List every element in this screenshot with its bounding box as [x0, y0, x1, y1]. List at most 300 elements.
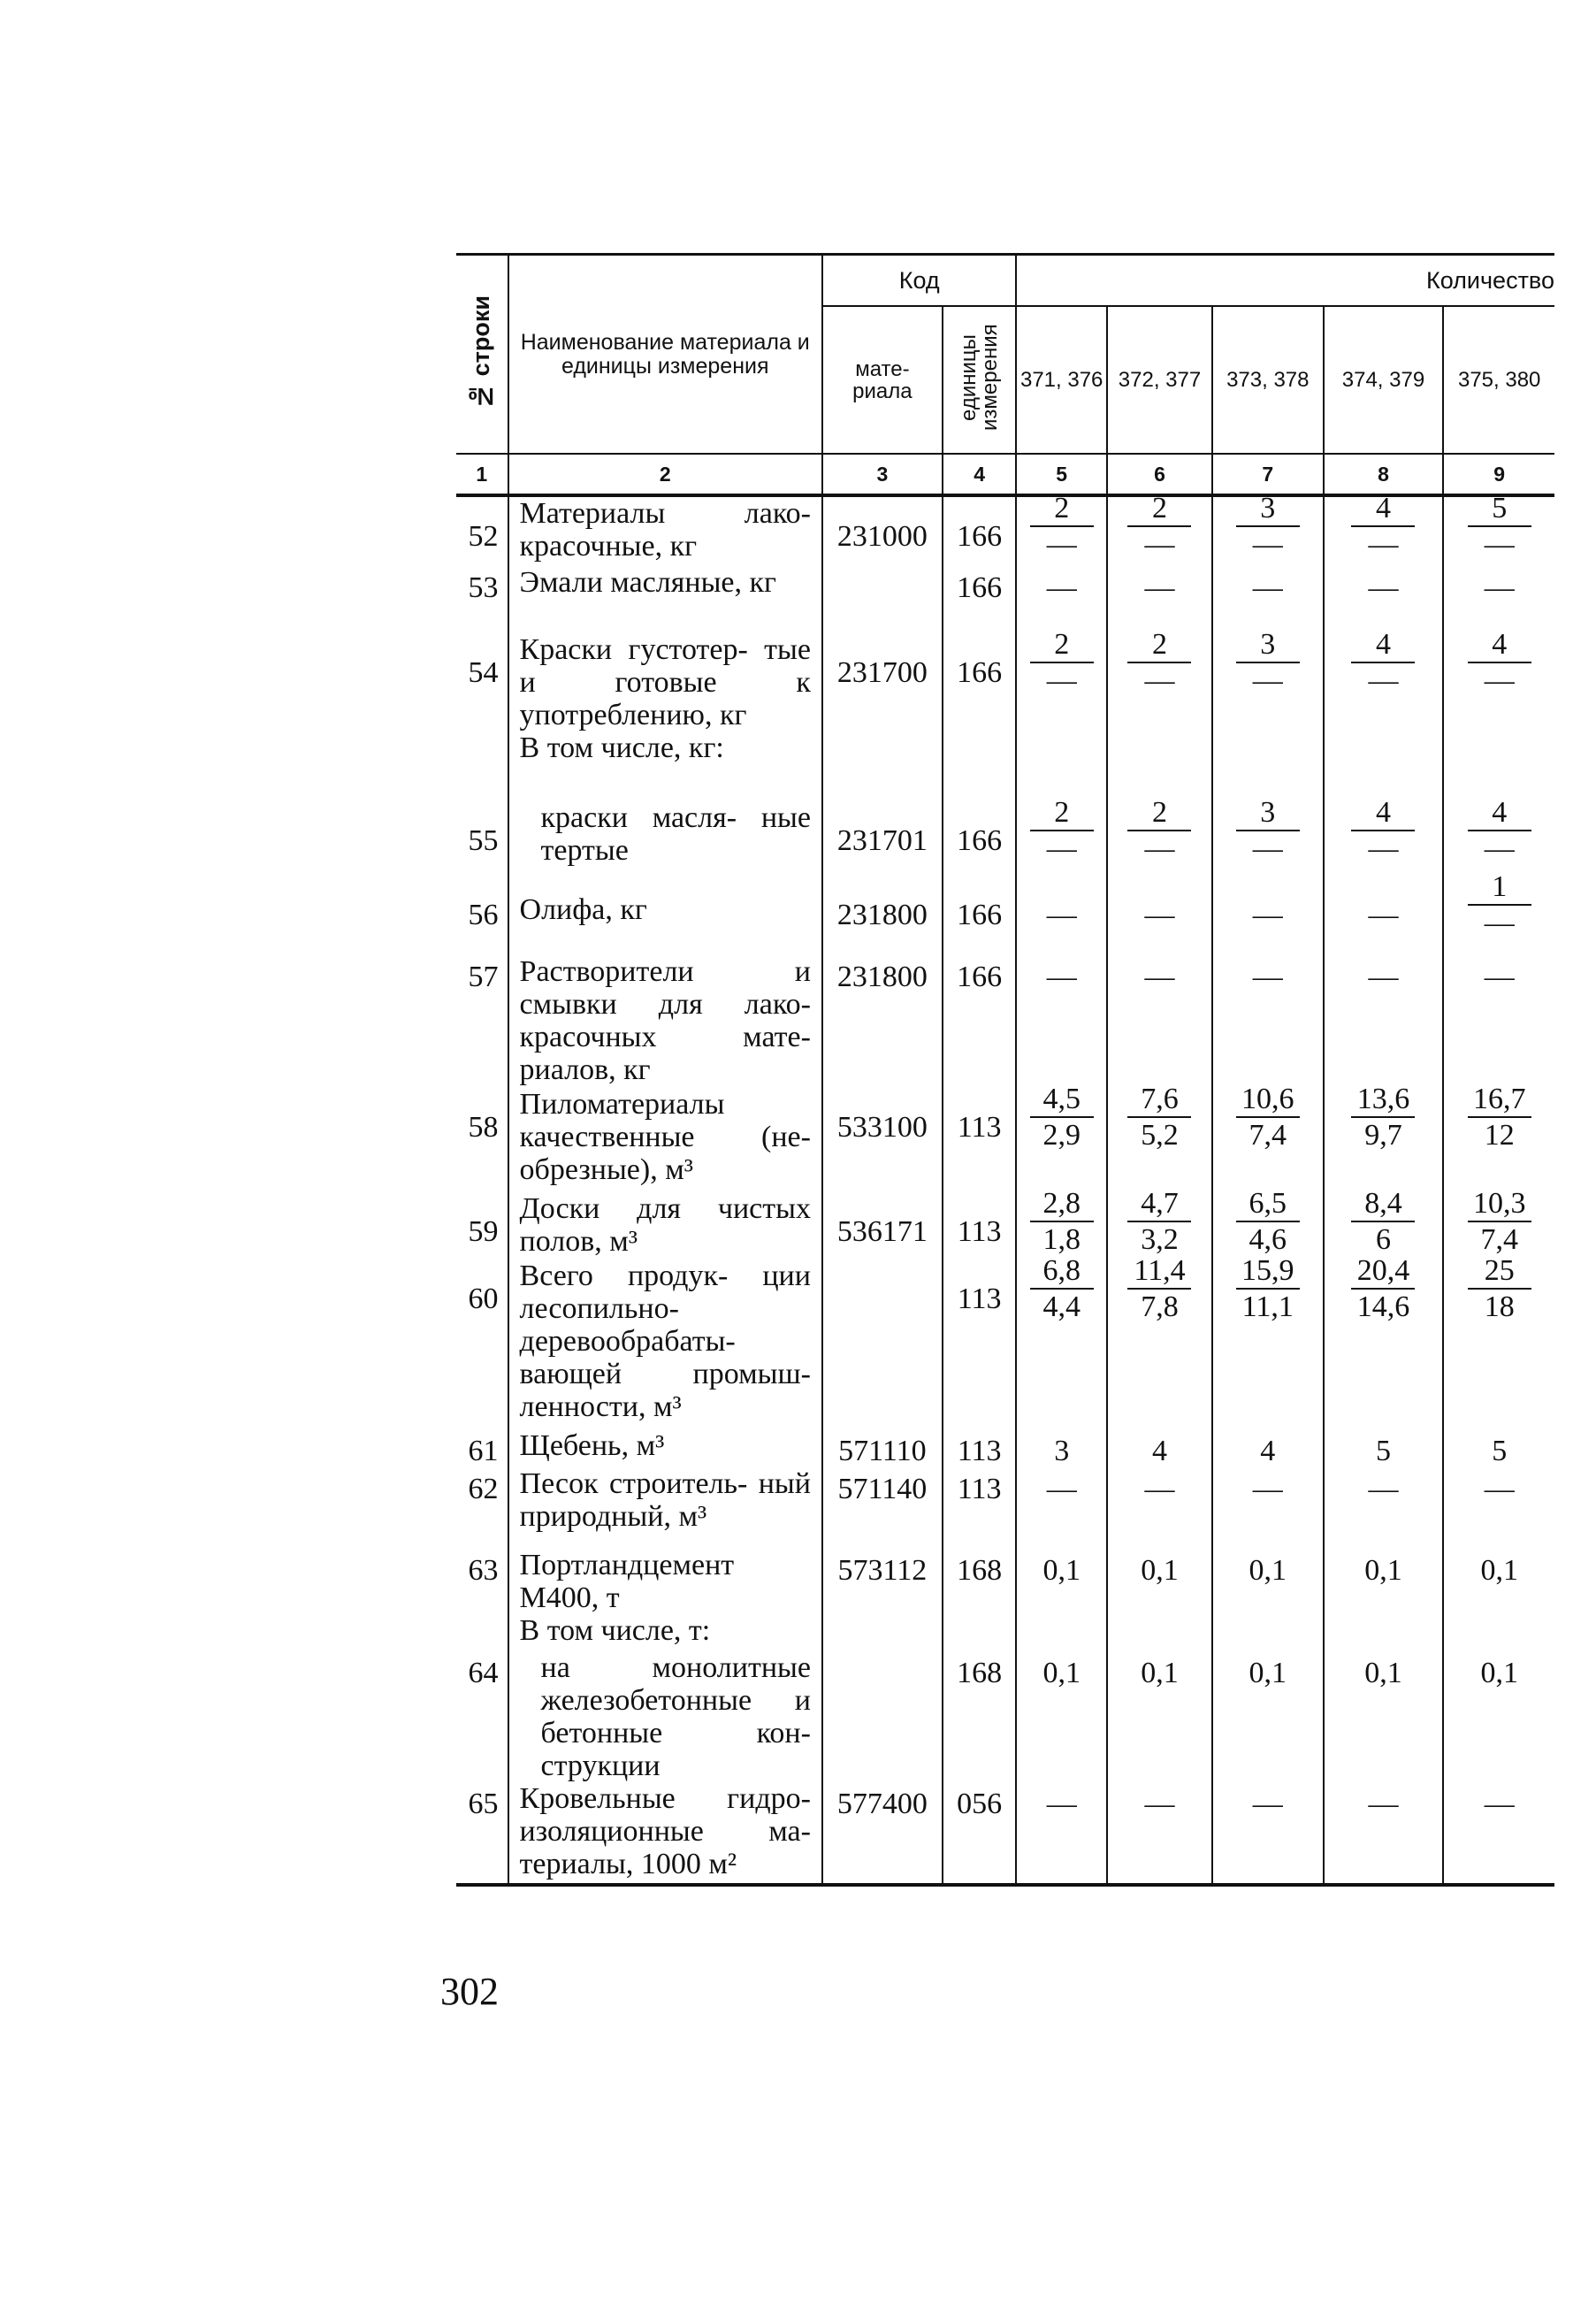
- quantity-value: 0,1: [1364, 1657, 1402, 1689]
- material-name-cell: [508, 1429, 822, 1467]
- quantity-cell: [1212, 1782, 1323, 1885]
- table-row: [456, 1260, 1554, 1429]
- fraction-bar: [1127, 830, 1191, 831]
- quantity-numerator: 2: [1151, 628, 1167, 661]
- col-number: 5: [1016, 454, 1106, 495]
- quantity-fraction: [1030, 1256, 1094, 1323]
- quantity-value: —: [1046, 1473, 1077, 1505]
- quantity-numerator: 15,9: [1241, 1254, 1294, 1287]
- header-unit-code: единицы измерения: [943, 306, 1017, 454]
- quantity-fraction: [1468, 630, 1531, 697]
- quantity-cell: [1443, 492, 1554, 566]
- material-name-cell: [508, 1088, 822, 1192]
- quantity-numerator: 4: [1375, 628, 1391, 661]
- quantity-denominator: 7,8: [1141, 1290, 1179, 1323]
- col-number: 8: [1324, 454, 1444, 495]
- material-name: Олифа, кг: [519, 893, 647, 926]
- material-subheading: В том числе, кг:: [519, 731, 724, 764]
- quantity-value: —: [1252, 571, 1283, 604]
- table-row: [456, 566, 1554, 633]
- quantity-denominator: 4,6: [1249, 1223, 1287, 1256]
- row-number: 63: [456, 1549, 508, 1651]
- quantity-denominator: —: [1046, 528, 1077, 561]
- quantity-cell: [1107, 1467, 1212, 1549]
- quantity-denominator: 4,4: [1042, 1290, 1081, 1323]
- fraction-bar: [1236, 1116, 1300, 1118]
- quantity-value: —: [1046, 961, 1077, 993]
- quantity-cell: [1016, 1083, 1106, 1192]
- quantity-cell: [1324, 1187, 1444, 1260]
- quantity-denominator: —: [1046, 832, 1077, 865]
- material-name-cell: [508, 1782, 822, 1885]
- quantity-numerator: 2: [1151, 796, 1167, 829]
- unit-code: 113: [943, 1088, 1017, 1192]
- material-name-cell: [508, 495, 822, 566]
- quantity-cell: [1212, 1429, 1323, 1467]
- material-name-cell: [508, 1192, 822, 1260]
- fraction-bar: [1236, 830, 1300, 831]
- quantity-numerator: 8,4: [1364, 1187, 1402, 1220]
- quantity-value: 3: [1054, 1435, 1070, 1467]
- table-row: [456, 955, 1554, 1088]
- quantity-numerator: 2: [1054, 628, 1070, 661]
- quantity-cell: [1016, 893, 1106, 955]
- fraction-bar: [1127, 1116, 1191, 1118]
- quantity-cell: [1324, 955, 1444, 1088]
- quantity-value: —: [1144, 961, 1175, 993]
- quantity-fraction: [1127, 1189, 1191, 1256]
- col-number: 7: [1212, 454, 1323, 495]
- row-number: 65: [456, 1782, 508, 1885]
- quantity-cell: [1212, 1467, 1323, 1549]
- quantity-numerator: 7,6: [1141, 1083, 1179, 1115]
- material-name: краски масля- ные тертые: [540, 801, 811, 867]
- row-number: 54: [456, 633, 508, 801]
- quantity-cell: [1324, 1254, 1444, 1429]
- material-code: 536171: [822, 1192, 943, 1260]
- quantity-numerator: 2,8: [1042, 1187, 1081, 1220]
- fraction-bar: [1468, 525, 1531, 527]
- fraction-bar: [1351, 1288, 1415, 1290]
- material-code: 571110: [822, 1429, 943, 1467]
- quantity-cell: [1443, 566, 1554, 633]
- material-name: Песок строитель- ный природный, м³: [519, 1467, 811, 1533]
- quantity-fraction: [1030, 1189, 1094, 1256]
- quantity-cell: [1016, 796, 1106, 893]
- quantity-cell: [1107, 1254, 1212, 1429]
- fraction-bar: [1468, 830, 1531, 831]
- quantity-fraction: [1468, 494, 1531, 561]
- material-code: 533100: [822, 1088, 943, 1192]
- quantity-fraction: [1351, 1189, 1415, 1256]
- material-code: 577400: [822, 1782, 943, 1885]
- quantity-value: 4: [1151, 1435, 1167, 1467]
- quantity-denominator: 5,2: [1141, 1119, 1179, 1152]
- quantity-cell: [1443, 955, 1554, 1088]
- unit-code: 166: [943, 633, 1017, 801]
- quantity-numerator: 4: [1375, 796, 1391, 829]
- material-name: Краски густотер- тые и готовые к употреблению, кг: [519, 633, 811, 731]
- quantity-cell: [1324, 566, 1444, 633]
- material-name: Пиломатериалы качественные (не- обрезные), м³: [519, 1088, 811, 1186]
- fraction-bar: [1468, 1288, 1531, 1290]
- quantity-cell: [1324, 796, 1444, 893]
- col-number: 1: [456, 454, 508, 495]
- header-q5: 375, 380: [1443, 306, 1554, 454]
- table-row: [456, 495, 1554, 566]
- material-name-cell: [508, 1549, 822, 1651]
- row-number: 55: [456, 801, 508, 893]
- quantity-fraction: [1351, 1084, 1415, 1152]
- material-name-cell: [508, 1260, 822, 1429]
- quantity-denominator: —: [1046, 664, 1077, 697]
- header-quantity: Количество: [1016, 255, 1554, 307]
- quantity-value: 0,1: [1042, 1657, 1081, 1689]
- material-name: Кровельные гидро- изоляционные ма- териалы, 1000 м²: [519, 1782, 811, 1880]
- quantity-value: 0,1: [1249, 1554, 1287, 1587]
- header-material-code: мате- риала: [822, 306, 943, 454]
- row-number: 52: [456, 495, 508, 566]
- quantity-cell: [1016, 1187, 1106, 1260]
- quantity-cell: [1016, 566, 1106, 633]
- quantity-cell: [1212, 1651, 1323, 1782]
- fraction-bar: [1351, 662, 1415, 663]
- col-number: 4: [943, 454, 1017, 495]
- quantity-numerator: 4: [1375, 492, 1391, 524]
- quantity-fraction: [1351, 630, 1415, 697]
- quantity-cell: [1016, 628, 1106, 801]
- table-row: [456, 1549, 1554, 1651]
- fraction-bar: [1468, 904, 1531, 906]
- material-code: [822, 566, 943, 633]
- quantity-cell: [1443, 1782, 1554, 1885]
- quantity-denominator: —: [1368, 664, 1399, 697]
- fraction-bar: [1468, 662, 1531, 663]
- quantity-numerator: 10,6: [1241, 1083, 1294, 1115]
- quantity-value: —: [1144, 899, 1175, 931]
- material-name: Материалы лако- красочные, кг: [519, 497, 811, 563]
- table-row: [456, 1192, 1554, 1260]
- quantity-fraction: [1351, 798, 1415, 865]
- quantity-cell: [1324, 492, 1444, 566]
- quantity-numerator: 3: [1260, 492, 1276, 524]
- quantity-denominator: —: [1484, 832, 1515, 865]
- material-code: 231700: [822, 633, 943, 801]
- quantity-value: —: [1484, 1473, 1515, 1505]
- fraction-bar: [1127, 1221, 1191, 1222]
- unit-code: 168: [943, 1549, 1017, 1651]
- quantity-denominator: —: [1484, 528, 1515, 561]
- quantity-fraction: [1351, 494, 1415, 561]
- unit-code: 113: [943, 1429, 1017, 1467]
- header-q2: 372, 377: [1107, 306, 1212, 454]
- quantity-value: —: [1368, 1473, 1399, 1505]
- quantity-value: 0,1: [1249, 1657, 1287, 1689]
- unit-code: 166: [943, 955, 1017, 1088]
- fraction-bar: [1030, 1288, 1094, 1290]
- quantity-value: 5: [1492, 1435, 1508, 1467]
- page-number: 302: [440, 1970, 499, 2013]
- table-row: [456, 1467, 1554, 1549]
- quantity-cell: [1107, 566, 1212, 633]
- quantity-cell: [1016, 492, 1106, 566]
- quantity-denominator: —: [1144, 528, 1175, 561]
- quantity-value: —: [1046, 571, 1077, 604]
- quantity-numerator: 5: [1492, 492, 1508, 524]
- quantity-cell: [1212, 796, 1323, 893]
- quantity-cell: [1107, 1549, 1212, 1651]
- quantity-fraction: [1468, 1084, 1531, 1152]
- row-number: 56: [456, 893, 508, 955]
- fraction-bar: [1351, 525, 1415, 527]
- material-name: Портландцемент М400, т: [519, 1549, 735, 1614]
- quantity-cell: [1324, 1549, 1444, 1651]
- quantity-cell: [1212, 492, 1323, 566]
- quantity-numerator: 2: [1054, 492, 1070, 524]
- quantity-cell: [1212, 1187, 1323, 1260]
- quantity-denominator: 2,9: [1042, 1119, 1081, 1152]
- quantity-denominator: 18: [1484, 1290, 1515, 1323]
- unit-code: 166: [943, 495, 1017, 566]
- quantity-numerator: 1: [1492, 870, 1508, 903]
- material-code: 573112: [822, 1549, 943, 1651]
- quantity-numerator: 16,7: [1472, 1083, 1526, 1115]
- header-code: Код: [822, 255, 1017, 307]
- material-subheading: В том числе, т:: [519, 1614, 711, 1647]
- quantity-fraction: [1127, 798, 1191, 865]
- fraction-bar: [1030, 830, 1094, 831]
- table-row: [456, 633, 1554, 801]
- quantity-denominator: 12: [1484, 1119, 1515, 1152]
- quantity-fraction: [1468, 1189, 1531, 1256]
- quantity-cell: [1443, 1429, 1554, 1467]
- material-name: Растворители и смывки для лако- красочных мате- риалов, кг: [519, 955, 811, 1086]
- quantity-cell: [1324, 1467, 1444, 1549]
- quantity-value: —: [1368, 571, 1399, 604]
- fraction-bar: [1030, 1116, 1094, 1118]
- quantity-value: —: [1252, 961, 1283, 993]
- quantity-value: —: [1252, 1788, 1283, 1820]
- quantity-value: —: [1252, 899, 1283, 931]
- quantity-fraction: [1127, 494, 1191, 561]
- quantity-denominator: —: [1252, 664, 1283, 697]
- quantity-value: —: [1046, 899, 1077, 931]
- fraction-bar: [1030, 662, 1094, 663]
- quantity-fraction: [1030, 798, 1094, 865]
- unit-code: 113: [943, 1260, 1017, 1429]
- quantity-fraction: [1030, 630, 1094, 697]
- quantity-cell: [1107, 893, 1212, 955]
- quantity-fraction: [1468, 872, 1531, 939]
- quantity-denominator: 7,4: [1480, 1223, 1518, 1256]
- quantity-denominator: 7,4: [1249, 1119, 1287, 1152]
- material-name-cell: [508, 1651, 822, 1782]
- quantity-denominator: 1,8: [1042, 1223, 1081, 1256]
- quantity-cell: [1443, 1467, 1554, 1549]
- fraction-bar: [1236, 1288, 1300, 1290]
- quantity-denominator: 3,2: [1141, 1223, 1179, 1256]
- row-number: 58: [456, 1088, 508, 1192]
- material-code: 571140: [822, 1467, 943, 1549]
- quantity-cell: [1212, 1083, 1323, 1192]
- quantity-denominator: 9,7: [1364, 1119, 1402, 1152]
- header-row-number: № строки: [456, 255, 508, 455]
- quantity-cell: [1443, 1254, 1554, 1429]
- quantity-cell: [1107, 955, 1212, 1088]
- quantity-numerator: 20,4: [1356, 1254, 1410, 1287]
- quantity-cell: [1212, 1549, 1323, 1651]
- quantity-cell: [1107, 1083, 1212, 1192]
- quantity-cell: [1016, 1254, 1106, 1429]
- table-row: [456, 893, 1554, 955]
- row-number: 62: [456, 1467, 508, 1549]
- quantity-denominator: —: [1144, 664, 1175, 697]
- material-name-cell: [508, 955, 822, 1088]
- quantity-cell: [1443, 1651, 1554, 1782]
- quantity-cell: [1107, 492, 1212, 566]
- quantity-numerator: 3: [1260, 796, 1276, 829]
- material-code: 231800: [822, 893, 943, 955]
- quantity-denominator: 11,1: [1241, 1290, 1294, 1323]
- quantity-denominator: —: [1252, 832, 1283, 865]
- quantity-cell: [1324, 1429, 1444, 1467]
- quantity-cell: [1324, 1782, 1444, 1885]
- material-code: 231701: [822, 801, 943, 893]
- quantity-numerator: 10,3: [1472, 1187, 1526, 1220]
- fraction-bar: [1030, 1221, 1094, 1222]
- quantity-cell: [1443, 628, 1554, 801]
- quantity-fraction: [1236, 1084, 1300, 1152]
- unit-code: 113: [943, 1192, 1017, 1260]
- quantity-value: —: [1144, 1788, 1175, 1820]
- material-code: [822, 1651, 943, 1782]
- table-row: [456, 1782, 1554, 1885]
- quantity-cell: [1324, 893, 1444, 955]
- quantity-fraction: [1236, 1256, 1300, 1323]
- quantity-fraction: [1351, 1256, 1415, 1323]
- material-name-cell: [508, 633, 822, 801]
- quantity-cell: [1107, 1782, 1212, 1885]
- quantity-numerator: 6,8: [1042, 1254, 1081, 1287]
- quantity-cell: [1443, 1083, 1554, 1192]
- material-code: 231800: [822, 955, 943, 1088]
- quantity-cell: [1107, 1187, 1212, 1260]
- row-number: 61: [456, 1429, 508, 1467]
- quantity-numerator: 6,5: [1249, 1187, 1287, 1220]
- quantity-value: —: [1484, 1788, 1515, 1820]
- quantity-cell: [1443, 1187, 1554, 1260]
- quantity-denominator: —: [1144, 832, 1175, 865]
- quantity-fraction: [1127, 630, 1191, 697]
- quantity-fraction: [1030, 1084, 1094, 1152]
- quantity-cell: [1324, 628, 1444, 801]
- quantity-numerator: 13,6: [1356, 1083, 1410, 1115]
- material-code: 231000: [822, 495, 943, 566]
- col-number: 2: [508, 454, 822, 495]
- quantity-cell: [1443, 870, 1554, 955]
- quantity-numerator: 4,7: [1141, 1187, 1179, 1220]
- row-number: 59: [456, 1192, 508, 1260]
- header-q1: 371, 376: [1016, 306, 1106, 454]
- quantity-value: —: [1252, 1473, 1283, 1505]
- quantity-cell: [1107, 628, 1212, 801]
- row-number: 53: [456, 566, 508, 633]
- quantity-numerator: 4: [1492, 796, 1508, 829]
- fraction-bar: [1127, 1288, 1191, 1290]
- quantity-value: 0,1: [1141, 1554, 1179, 1587]
- material-name: на монолитные железобетонные и бетонные кон- струкции: [540, 1651, 811, 1782]
- quantity-numerator: 3: [1260, 628, 1276, 661]
- fraction-bar: [1468, 1221, 1531, 1222]
- quantity-value: —: [1484, 571, 1515, 604]
- row-number: 57: [456, 955, 508, 1088]
- quantity-cell: [1016, 1782, 1106, 1885]
- quantity-fraction: [1236, 1189, 1300, 1256]
- quantity-cell: [1212, 566, 1323, 633]
- materials-table: [456, 253, 1554, 1887]
- quantity-cell: [1016, 1429, 1106, 1467]
- quantity-denominator: 14,6: [1356, 1290, 1410, 1323]
- quantity-cell: [1107, 1429, 1212, 1467]
- fraction-bar: [1030, 525, 1094, 527]
- fraction-bar: [1127, 662, 1191, 663]
- quantity-value: 0,1: [1480, 1554, 1518, 1587]
- material-name-cell: [508, 801, 822, 893]
- row-number: 60: [456, 1260, 508, 1429]
- unit-code: 166: [943, 566, 1017, 633]
- quantity-value: —: [1368, 1788, 1399, 1820]
- quantity-value: —: [1368, 961, 1399, 993]
- material-name: Доски для чистых полов, м³: [519, 1192, 811, 1258]
- material-name-cell: [508, 1467, 822, 1549]
- unit-code: 166: [943, 893, 1017, 955]
- fraction-bar: [1351, 830, 1415, 831]
- quantity-cell: [1324, 1651, 1444, 1782]
- quantity-value: —: [1368, 899, 1399, 931]
- quantity-cell: [1016, 1549, 1106, 1651]
- quantity-fraction: [1468, 798, 1531, 865]
- quantity-value: —: [1484, 961, 1515, 993]
- fraction-bar: [1351, 1116, 1415, 1118]
- unit-code: 168: [943, 1651, 1017, 1782]
- fraction-bar: [1236, 662, 1300, 663]
- material-name: Щебень, м³: [519, 1429, 665, 1462]
- fraction-bar: [1468, 1116, 1531, 1118]
- col-number: 3: [822, 454, 943, 495]
- quantity-fraction: [1127, 1256, 1191, 1323]
- quantity-fraction: [1236, 798, 1300, 865]
- row-number: 64: [456, 1651, 508, 1782]
- header-material-name: Наименование материала и единицы измерения: [508, 255, 822, 455]
- quantity-denominator: 6: [1375, 1223, 1391, 1256]
- fraction-bar: [1351, 1221, 1415, 1222]
- quantity-numerator: 2: [1151, 492, 1167, 524]
- material-name-cell: [508, 566, 822, 633]
- quantity-value: 0,1: [1364, 1554, 1402, 1587]
- fraction-bar: [1127, 525, 1191, 527]
- quantity-denominator: —: [1484, 907, 1515, 939]
- quantity-fraction: [1236, 630, 1300, 697]
- header-q4: 374, 379: [1324, 306, 1444, 454]
- quantity-value: —: [1144, 571, 1175, 604]
- unit-code: 113: [943, 1467, 1017, 1549]
- quantity-value: 0,1: [1141, 1657, 1179, 1689]
- quantity-cell: [1016, 1651, 1106, 1782]
- unit-code: 056: [943, 1782, 1017, 1885]
- col-number: 6: [1107, 454, 1212, 495]
- fraction-bar: [1236, 1221, 1300, 1222]
- table-row: [456, 1429, 1554, 1467]
